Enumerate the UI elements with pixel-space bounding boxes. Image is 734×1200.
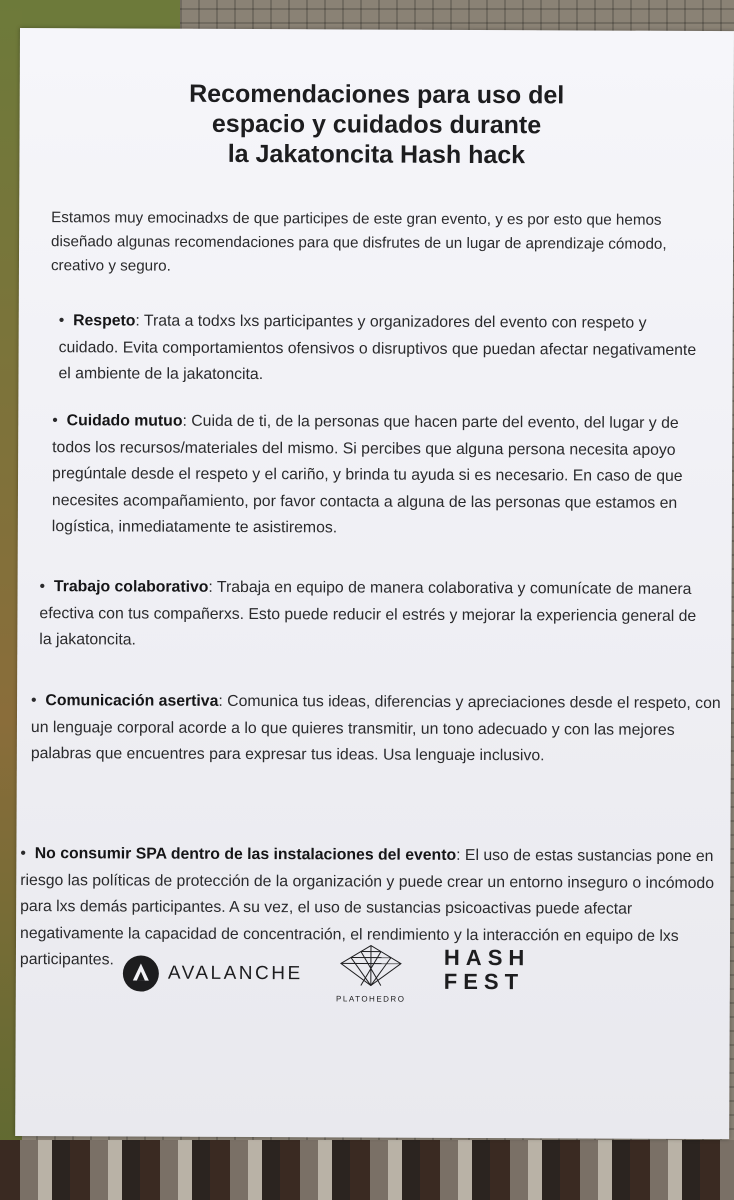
recommendation-text: : Comunica tus ideas, diferencias y apreciaciones desde el respeto, con un lenguaje corporal acorde a lo que quieres transmitir, un tono adecuado y con las mejores palabras que encuentres para expresar tus ideas. Usa lenguaje inclusivo. <box>30 692 721 765</box>
platohedro-wordmark: PLATOHEDRO <box>336 994 406 1004</box>
recommendation-respeto <box>58 308 698 390</box>
title-line-3: la Jakatoncita Hash hack <box>227 139 526 170</box>
sponsor-logos <box>16 938 730 1011</box>
bullet: • <box>58 312 65 330</box>
hashfest-line-1: HASH <box>443 944 531 971</box>
recommendation-comunicacion-asertiva <box>31 688 727 771</box>
recommendation-text: : Trata a todxs lxs participantes y organizadores del evento con respeto y cuidado. Evita comportamientos ofensivos o disruptivos que puedan afectar negativamente el ambiente de la jakatoncita. <box>58 312 697 384</box>
avalanche-wordmark: AVALANCHE <box>167 962 303 985</box>
title-line-1: Recomendaciones para uso del <box>189 79 565 110</box>
recommendation-heading: Comunicación asertiva <box>45 692 219 710</box>
hashfest-line-2: FEST <box>443 968 525 995</box>
tiled-floor <box>0 1140 734 1200</box>
recommendation-text: : Cuida de ti, de la personas que hacen parte del evento, del lugar y de todos los recursos/materiales del mismo. Si percibes que alguna persona necesita apoyo pregúntale desde el respeto y el cariño, y brinda tu ayuda si es necesario. En caso de que necesites acompañamiento, por favor contacta a alguna de las personas que estamos en logística, inmediatamente te asistiremos. <box>51 412 683 537</box>
platohedro-logo <box>321 943 421 1003</box>
recommendation-text: : El uso de estas sustancias pone en riesgo las políticas de protección de la organización y puede crear un entorno inseguro o incómodo para lxs demás participantes. A su vez, el uso de sustancias psicoactivas puede afectar negativamente la capacidad de concentración, el rendimiento y la interacción en equipo de lxs participantes. <box>19 846 715 969</box>
bullet: • <box>39 578 46 596</box>
recommendation-heading: Respeto <box>73 312 136 330</box>
intro-paragraph: Estamos muy emocinadxs de que participes de este gran evento, y es por esto que hemos diseñado algunas recomendaciones para que disfrutes de un lugar de aprendizaje cómodo, creativo y seguro. <box>50 209 667 275</box>
recommendation-trabajo-colaborativo <box>39 574 699 656</box>
bullet: • <box>20 845 26 863</box>
recommendation-heading: Cuidado mutuo <box>66 412 183 430</box>
recommendation-heading: No consumir SPA dentro de las instalaciones del evento <box>34 845 457 864</box>
recommendation-heading: Trabajo colaborativo <box>53 578 209 596</box>
bullet: • <box>31 692 37 710</box>
platohedro-icon <box>336 943 406 987</box>
bullet: • <box>52 412 58 430</box>
hashfest-logo <box>444 946 531 994</box>
printed-notice <box>15 28 734 1139</box>
notice-title <box>19 78 733 171</box>
recommendation-cuidado-mutuo <box>52 408 713 543</box>
avalanche-logo <box>122 954 303 993</box>
title-line-2: espacio y cuidados durante <box>211 109 542 140</box>
avalanche-icon <box>122 954 160 992</box>
recommendation-text: : Trabaja en equipo de manera colaborativa y comunícate de manera efectiva con tus compañerxs. Esto puede reducir el estrés y mejorar la experiencia general de la jakatoncita. <box>39 578 697 649</box>
